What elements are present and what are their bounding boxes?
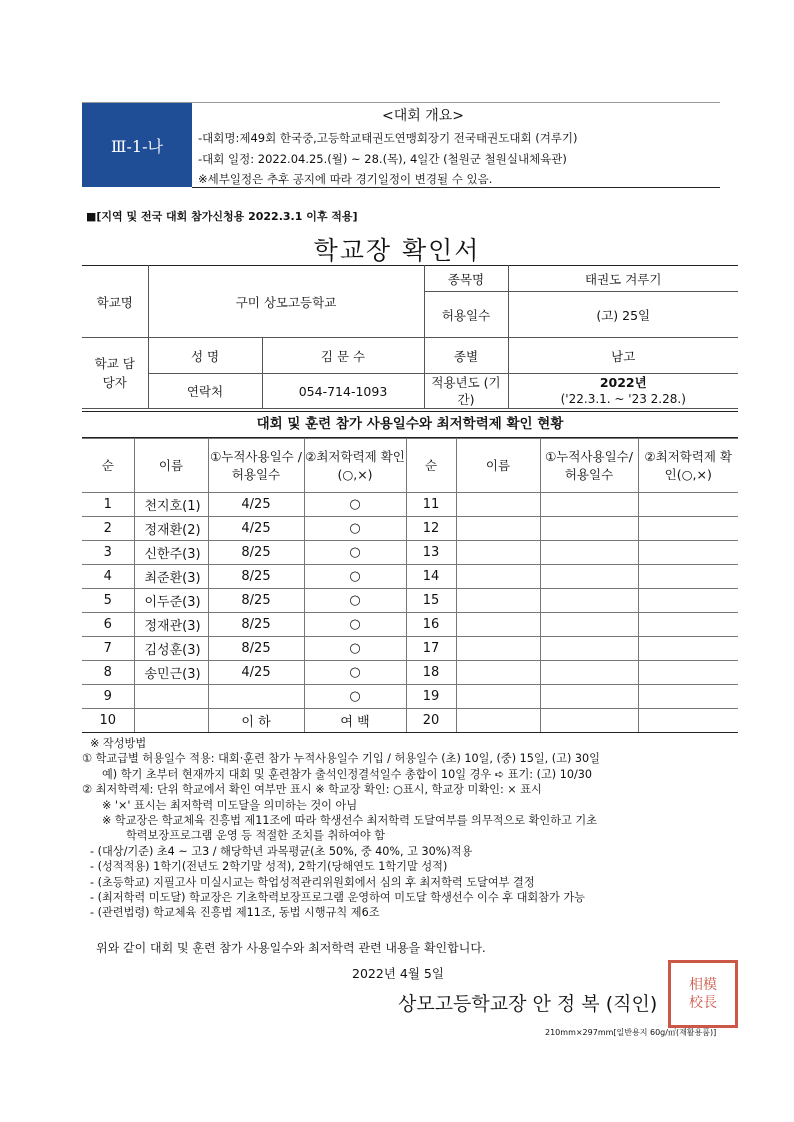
row-no-2: 18 [406,661,456,685]
row-days-2 [540,685,638,709]
guide-line: - (대상/기준) 초4 ~ 고3 / 해당학년 과목평균(초 50%, 중 40%, 고 30%)적용 [90,844,473,858]
year-label: 적용년도 (기간) [424,374,508,409]
row-days: 8/25 [208,637,304,661]
row-no: 2 [82,517,134,541]
row-days-2 [540,709,638,733]
row-name: 이두준(3) [134,589,208,613]
row-check-2 [638,517,738,541]
row-name-2 [456,541,540,565]
guide-line: ※ 학교장은 학교체육 진흥법 제11조에 따라 학생선수 최저학력 도달여부를 의무적으로 확인하고 기초 [102,814,598,828]
intro-line-1: -대회명:제49회 한국중,고등학교태권도연맹회장기 전국태권도대회 (겨루기) [198,131,578,145]
row-name-2 [456,589,540,613]
row-days: 4/25 [208,661,304,685]
row-days-2 [540,613,638,637]
row-no: 6 [82,613,134,637]
row-check-2 [638,685,738,709]
col-days: ①누적사용일수 /허용일수 [208,439,304,493]
row-days: 8/25 [208,613,304,637]
row-name-2 [456,709,540,733]
year-cell [508,374,738,409]
row-name: 정재관(3) [134,613,208,637]
table-row [82,493,738,517]
row-check-2 [638,709,738,733]
row-check: ○ [304,661,406,685]
school-label: 학교명 [82,266,148,338]
row-days-2 [540,661,638,685]
row-name [134,709,208,733]
row-check: ○ [304,685,406,709]
row-name-2 [456,517,540,541]
manager-label: 학교 담당자 [82,338,148,409]
guide-line: - (관련법령) 학교체육 진흥법 제11조, 동법 시행규칙 제6조 [90,906,380,920]
row-days: 8/25 [208,541,304,565]
type-value: 남고 [508,338,738,374]
writing-guide [82,736,752,921]
principal-signature: 상모고등학교장 안 정 복 (직인) [398,993,658,1015]
row-name-2 [456,565,540,589]
row-days: 4/25 [208,517,304,541]
guide-line: - (초등학교) 지필고사 미실시교는 학업성적관리위원회에서 심의 후 최저학력 도달여부 결정 [90,875,535,889]
row-days-2 [540,589,638,613]
row-no-2: 16 [406,613,456,637]
row-no-2: 11 [406,493,456,517]
row-days: 4/25 [208,493,304,517]
intro-title: <대회 개요> [382,108,465,124]
year-value: 2022년 [599,375,647,390]
col-days-2: ①누적사용일수/ 허용일수 [540,439,638,493]
row-no-2: 17 [406,637,456,661]
row-name: 신한주(3) [134,541,208,565]
notice-text: ■[지역 및 전국 대회 참가신청용 2022.3.1 이후 적용] [86,210,358,223]
row-check: ○ [304,565,406,589]
table-row [82,541,738,565]
row-no: 7 [82,637,134,661]
allow-label: 허용일수 [424,292,508,338]
section-badge: Ⅲ-1-나 [82,103,192,187]
guide-line: ※ '×' 표시는 최저학력 미도달을 의미하는 것이 아님 [102,798,358,812]
row-days-2 [540,637,638,661]
row-no-2: 15 [406,589,456,613]
col-check: ②최저학력제 확인(○,×) [304,439,406,493]
row-days: 이 하 [208,709,304,733]
confirm-statement: 위와 같이 대회 및 훈련 참가 사용일수와 최저학력 관련 내용을 확인합니다. [96,941,486,955]
row-no: 3 [82,541,134,565]
row-name: 정재환(2) [134,517,208,541]
guide-line: 예) 학기 초부터 현재까지 대회 및 훈련참가 출석인정결석일수 총합이 10일 경우 ➪ 표기: (고) 10/30 [102,767,592,781]
row-check: ○ [304,613,406,637]
col-no-2: 순 [406,439,456,493]
row-name [134,685,208,709]
row-no-2: 19 [406,685,456,709]
year-period: ('22.3.1. ~ '23 2.28.) [560,392,686,406]
col-name: 이름 [134,439,208,493]
row-check: ○ [304,541,406,565]
table-row [82,589,738,613]
document-title: 학교장 확인서 [313,236,481,265]
row-check: ○ [304,493,406,517]
intro-box [192,103,720,188]
row-name: 천지호(1) [134,493,208,517]
status-title: 대회 및 훈련 참가 사용일수와 최저학력제 확인 현황 [82,411,738,438]
row-no: 4 [82,565,134,589]
col-name-2: 이름 [456,439,540,493]
paper-spec-note: 210mm×297mm[일반용지 60g/㎡(재활용품)] [545,1028,717,1037]
table-row [82,661,738,685]
event-value: 태권도 겨루기 [508,266,738,292]
table-row [82,709,738,733]
row-no-2: 14 [406,565,456,589]
row-name: 송민근(3) [134,661,208,685]
row-check: 여 백 [304,709,406,733]
row-check: ○ [304,637,406,661]
row-days-2 [540,565,638,589]
row-check: ○ [304,517,406,541]
roster-header [82,439,738,493]
row-name-2 [456,661,540,685]
row-check: ○ [304,589,406,613]
row-days: 8/25 [208,589,304,613]
guide-line: ※ 작성방법 [90,737,147,750]
row-check-2 [638,589,738,613]
row-check-2 [638,637,738,661]
guide-line: ② 최저학력제: 단위 학교에서 확인 여부만 표시 ※ 학교장 확인: ○표시, 학교장 미확인: × 표시 [82,783,542,797]
issue-date: 2022년 4월 5일 [352,966,444,981]
guide-line: ① 학교급별 허용일수 적용: 대회·훈련 참가 누적사용일수 기입 / 허용일수 (초) 10일, (중) 15일, (고) 30일 [82,752,600,766]
row-no: 5 [82,589,134,613]
row-days-2 [540,541,638,565]
row-name-2 [456,685,540,709]
type-label: 종별 [424,338,508,374]
row-check-2 [638,493,738,517]
col-no: 순 [82,439,134,493]
table-row [82,613,738,637]
row-no: 10 [82,709,134,733]
table-row [82,517,738,541]
row-days-2 [540,493,638,517]
row-days: 8/25 [208,565,304,589]
row-name: 김성훈(3) [134,637,208,661]
row-no-2: 12 [406,517,456,541]
intro-line-3: ※세부일정은 추후 공지에 따라 경기일정이 변경될 수 있음. [198,172,493,186]
row-check-2 [638,661,738,685]
guide-line: - (성적적용) 1학기(전년도 2학기말 성적), 2학기(당해연도 1학기말 성적) [90,860,448,874]
contact-value: 054-714-1093 [262,374,424,409]
row-check-2 [638,565,738,589]
name-value: 김 문 수 [262,338,424,374]
contact-label: 연락처 [148,374,262,409]
row-no: 1 [82,493,134,517]
row-days [208,685,304,709]
school-info-table [82,265,738,409]
row-no-2: 20 [406,709,456,733]
name-label: 성 명 [148,338,262,374]
row-name-2 [456,613,540,637]
guide-line: - (최저학력 미도달) 학교장은 기초학력보장프로그램 운영하여 미도달 학생선수 이수 후 대회참가 가능 [90,891,585,905]
event-label: 종목명 [424,266,508,292]
guide-line: 학력보장프로그램 운영 등 적절한 조치를 취하여야 함 [126,829,386,843]
col-check-2: ②최저학력제 확인(○,×) [638,439,738,493]
row-no: 9 [82,685,134,709]
intro-line-2: -대회 일정: 2022.04.25.(월) ~ 28.(목), 4일간 (철원군 철원실내체육관) [198,152,567,166]
row-no-2: 13 [406,541,456,565]
table-row [82,637,738,661]
row-days-2 [540,517,638,541]
row-check-2 [638,613,738,637]
row-no: 8 [82,661,134,685]
allow-value: (고) 25일 [508,292,738,338]
table-row [82,565,738,589]
row-name-2 [456,493,540,517]
roster-table [82,438,738,733]
school-value: 구미 상모고등학교 [148,266,424,338]
row-name-2 [456,637,540,661]
row-name: 최준환(3) [134,565,208,589]
row-check-2 [638,541,738,565]
official-seal-icon: 相模 校長 [668,960,738,1028]
table-row [82,685,738,709]
